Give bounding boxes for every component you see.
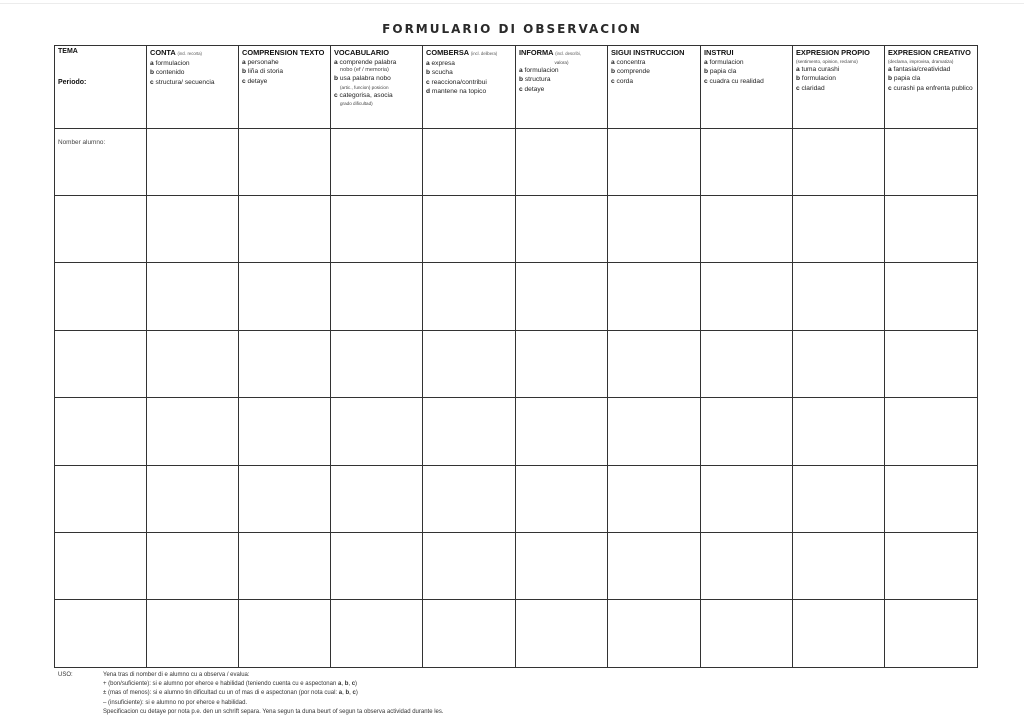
tema-label: TEMA — [58, 48, 78, 55]
table-cell[interactable] — [331, 533, 423, 600]
table-cell[interactable] — [701, 533, 793, 600]
table-cell[interactable] — [793, 465, 885, 532]
table-cell[interactable] — [331, 128, 423, 195]
table-cell[interactable] — [423, 263, 516, 330]
table-cell[interactable] — [516, 330, 608, 397]
table-cell[interactable] — [885, 263, 978, 330]
header-cell-instrui — [701, 46, 793, 129]
table-cell[interactable] — [701, 330, 793, 397]
header-cell-conta — [147, 46, 239, 129]
header-cell-vocabulario — [331, 46, 423, 129]
criterion-item: c cuadra cu realidad — [704, 77, 764, 85]
column-note: (sentimento, opinion, reclamo) — [796, 59, 858, 64]
table-cell[interactable] — [608, 398, 701, 465]
table-cell[interactable] — [239, 398, 331, 465]
student-name-cell[interactable] — [55, 195, 147, 262]
criterion-item: d mantene na topico — [426, 88, 487, 96]
criterion-item: a formulacion — [704, 59, 744, 66]
table-row — [55, 128, 978, 195]
table-cell[interactable] — [793, 398, 885, 465]
table-cell[interactable] — [701, 600, 793, 668]
periodo-label: Periodo: — [58, 79, 87, 86]
table-cell[interactable] — [608, 600, 701, 668]
usage-line: Specificacion cu detaye por nota p.e. den un schrift separa. Yena segun ta duna beurt of segun ta observa actividad durante les. — [103, 708, 444, 715]
usage-line: – (insuficiente): si e alumno no por eherce e habilidad. — [103, 699, 248, 706]
table-cell[interactable] — [147, 533, 239, 600]
observation-table — [54, 45, 978, 668]
table-cell[interactable] — [701, 398, 793, 465]
table-cell[interactable] — [885, 465, 978, 532]
student-name-cell[interactable] — [55, 533, 147, 600]
table-cell[interactable] — [793, 533, 885, 600]
table-row — [55, 263, 978, 330]
table-cell[interactable] — [885, 195, 978, 262]
criterion-item: c reacciona/contribui — [426, 78, 487, 86]
table-cell[interactable] — [885, 398, 978, 465]
criterion-item: a concentra — [611, 59, 646, 66]
table-cell[interactable] — [701, 195, 793, 262]
header-cell-tema — [55, 46, 147, 129]
table-cell[interactable] — [331, 330, 423, 397]
table-row — [55, 533, 978, 600]
criterion-item: b liña di storia — [242, 68, 284, 76]
table-cell[interactable] — [331, 263, 423, 330]
table-cell[interactable] — [793, 330, 885, 397]
table-cell[interactable] — [239, 533, 331, 600]
uso-label: USO: — [58, 672, 73, 678]
column-title: VOCABULARIO — [334, 48, 390, 57]
table-cell[interactable] — [239, 600, 331, 668]
table-cell[interactable] — [423, 195, 516, 262]
table-cell[interactable] — [701, 465, 793, 532]
table-cell[interactable] — [701, 263, 793, 330]
table-cell[interactable] — [239, 263, 331, 330]
criterion-item: a fantasia/creatividad — [888, 66, 951, 73]
table-cell[interactable] — [147, 398, 239, 465]
table-cell[interactable] — [516, 195, 608, 262]
criterion-item: b comprende — [611, 68, 650, 76]
table-cell[interactable] — [331, 600, 423, 668]
table-row — [55, 330, 978, 397]
table-cell[interactable] — [608, 533, 701, 600]
table-row — [55, 600, 978, 668]
table-cell[interactable] — [239, 128, 331, 195]
table-cell[interactable] — [608, 330, 701, 397]
header-cell-informa — [516, 46, 608, 129]
column-title: SIGUI INSTRUCCION — [611, 48, 685, 57]
table-cell[interactable] — [239, 195, 331, 262]
criterion-item: b structura — [519, 76, 551, 84]
header-cell-comprension-texto — [239, 46, 331, 129]
table-cell[interactable] — [885, 533, 978, 600]
table-cell[interactable] — [147, 263, 239, 330]
table-cell[interactable] — [608, 263, 701, 330]
table-cell[interactable] — [423, 330, 516, 397]
criterion-item: c detaye — [519, 85, 545, 93]
table-cell[interactable] — [516, 465, 608, 532]
table-row — [55, 195, 978, 262]
table-row — [55, 465, 978, 532]
criterion-item: a personahe — [242, 59, 279, 66]
table-cell[interactable] — [793, 600, 885, 668]
table-cell[interactable] — [608, 465, 701, 532]
table-cell[interactable] — [147, 600, 239, 668]
table-cell[interactable] — [147, 195, 239, 262]
table-cell[interactable] — [331, 195, 423, 262]
table-cell[interactable] — [516, 128, 608, 195]
table-cell[interactable] — [793, 263, 885, 330]
table-cell[interactable] — [608, 195, 701, 262]
student-name-cell[interactable] — [55, 263, 147, 330]
criterion-item: a formulacion — [150, 60, 190, 67]
student-name-cell[interactable] — [55, 398, 147, 465]
column-note: valora) — [554, 60, 569, 65]
criterion-item: a formulacion — [519, 67, 559, 74]
table-cell[interactable] — [239, 465, 331, 532]
table-cell[interactable] — [147, 330, 239, 397]
header-cell-combersa — [423, 46, 516, 129]
column-title: COMPRENSION TEXTO — [242, 48, 325, 57]
table-cell[interactable] — [423, 533, 516, 600]
table-cell[interactable] — [423, 465, 516, 532]
criterion-item: c detaye — [242, 77, 268, 85]
criterion-item: c claridad — [796, 84, 825, 92]
table-cell[interactable] — [423, 128, 516, 195]
table-cell[interactable] — [331, 398, 423, 465]
usage-line: + (bon/suficiente): si e alumno por eherce e habilidad (teniendo cuenta cu e aspectonan a, b, c) — [103, 681, 358, 688]
usage-line: Yena tras di nomber di e alumno cu a observa / evalua: — [103, 672, 250, 678]
table-cell[interactable] — [885, 330, 978, 397]
form-title: FORMULARIO DI OBSERVACION — [382, 22, 642, 36]
table-cell[interactable] — [516, 533, 608, 600]
criterion-item: b scucha — [426, 69, 453, 77]
header-row — [55, 46, 978, 129]
nomber-alumno-label: Nomber alumno: — [58, 138, 106, 146]
criterion-note: grado dificultad) — [340, 101, 373, 107]
column-title: INFORMA (incl. describi, — [519, 48, 581, 57]
student-name-cell[interactable] — [55, 128, 147, 195]
criterion-item: a tuma curashi — [796, 66, 840, 73]
usage-instructions — [103, 671, 444, 717]
table-cell[interactable] — [331, 465, 423, 532]
student-name-cell[interactable] — [55, 600, 147, 668]
header-cell-expresion-propio — [793, 46, 885, 129]
table-cell[interactable] — [147, 465, 239, 532]
criterion-item: b papia cla — [888, 75, 921, 83]
usage-line: ± (mas of menos): si e alumno tin dificultad cu un of mas di e aspectonan (por nota cual: a, b, c) — [103, 690, 358, 697]
column-title: CONTA (incl. recorta) — [150, 48, 202, 57]
criterion-item: c curashi pa enfrenta publico — [888, 84, 973, 92]
table-cell[interactable] — [239, 330, 331, 397]
criterion-item: c structura/ secuencia — [150, 78, 215, 86]
column-title: COMBERSA (incl. delibera) — [426, 48, 498, 57]
top-edge-line — [0, 3, 1024, 4]
header-cell-sigui-instruccion — [608, 46, 701, 129]
criterion-note: nobo (ef / memoria) — [340, 67, 389, 74]
table-cell[interactable] — [516, 398, 608, 465]
table-cell[interactable] — [608, 128, 701, 195]
table-cell[interactable] — [885, 600, 978, 668]
column-title: EXPRESION PROPIO — [796, 48, 870, 57]
table-cell[interactable] — [885, 128, 978, 195]
table-cell[interactable] — [516, 263, 608, 330]
criterion-item: b contenido — [150, 69, 185, 77]
criterion-item: b papia cla — [704, 68, 737, 76]
criterion-item: b formulacion — [796, 75, 836, 83]
column-note: (declama, improvisa, dramatiza) — [888, 59, 954, 64]
student-name-cell[interactable] — [55, 330, 147, 397]
student-name-cell[interactable] — [55, 465, 147, 532]
criterion-item: c categorisa, asocia — [334, 91, 393, 99]
table-cell[interactable] — [701, 128, 793, 195]
table-row — [55, 398, 978, 465]
table-cell[interactable] — [423, 600, 516, 668]
table-cell[interactable] — [793, 195, 885, 262]
criterion-item: a comprende palabra — [334, 59, 397, 66]
table-cell[interactable] — [423, 398, 516, 465]
table-cell[interactable] — [793, 128, 885, 195]
table-cell[interactable] — [147, 128, 239, 195]
header-cell-expresion-creativo — [885, 46, 978, 129]
criterion-item: c corda — [611, 77, 634, 85]
criterion-item: b usa palabra nobo — [334, 75, 391, 83]
column-title: INSTRUI — [704, 48, 734, 57]
table-cell[interactable] — [516, 600, 608, 668]
criterion-note: (artic., funcion) posicion — [340, 84, 389, 90]
column-title: EXPRESION CREATIVO — [888, 48, 971, 57]
criterion-item: a expresa — [426, 60, 455, 67]
